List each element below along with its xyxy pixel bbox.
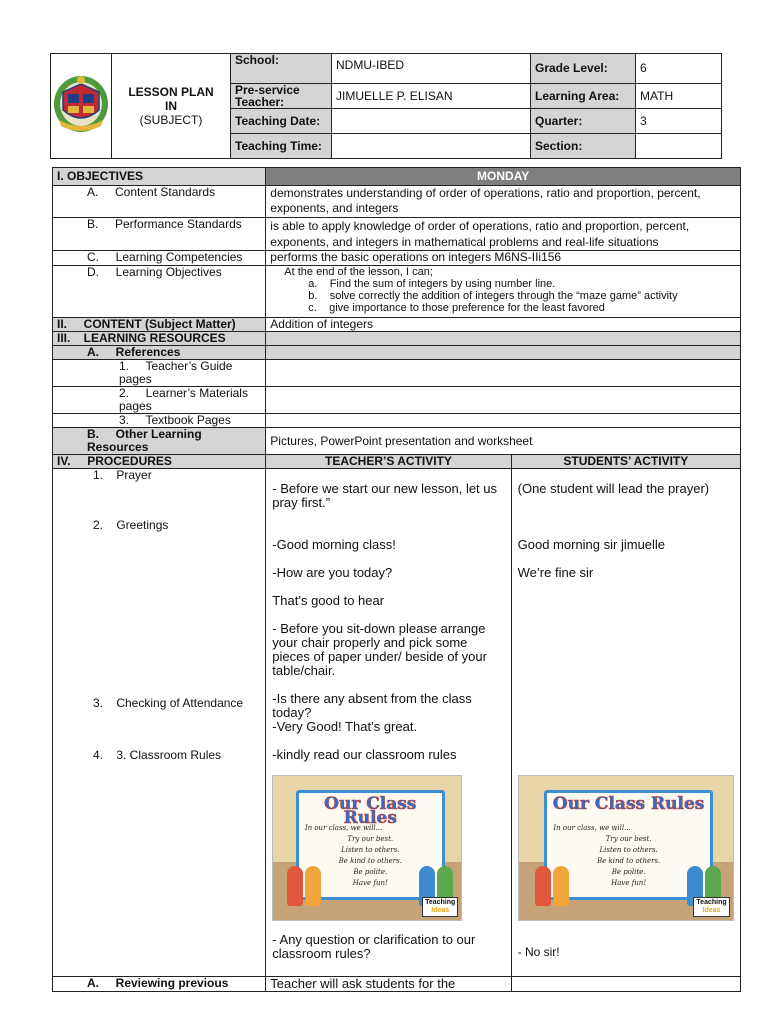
teacher-read-rules: -kindly read our classroom rules xyxy=(272,747,457,762)
textbook-label: 3. Textbook Pages xyxy=(53,414,266,428)
poster-rules xyxy=(547,823,710,889)
teacher-very-good: -Very Good! That’s great. xyxy=(272,719,418,734)
teachers-guide-label: 1. Teacher’s Guide pages xyxy=(53,360,266,387)
step-attendance: 3. Checking of Attendance xyxy=(93,696,244,710)
poster-rule: Be kind to others. xyxy=(338,857,402,866)
objective-item: a. Find the sum of integers by using number line. xyxy=(308,278,556,290)
student-activity-header: STUDENTS’ ACTIVITY xyxy=(511,455,740,469)
teacher-attendance: -Is there any absent from the class today? xyxy=(272,691,472,720)
objectives-heading: I. OBJECTIVES xyxy=(53,168,266,186)
day-heading: MONDAY xyxy=(266,168,741,186)
content-label: II. CONTENT (Subject Matter) xyxy=(53,318,266,332)
area-value: MATH xyxy=(636,84,722,109)
student-prayer: (One student will lead the prayer) xyxy=(517,481,710,496)
references-label: A. References xyxy=(53,346,266,360)
brand-top: Teaching xyxy=(425,899,456,906)
school-label: School: xyxy=(231,54,332,84)
learning-objectives-label: D. Learning Objectives xyxy=(53,266,266,318)
procedures-label: IV. PROCEDURES xyxy=(53,455,266,469)
teacher-label: Pre-service Teacher: xyxy=(231,84,332,109)
poster-rule: Try our best. xyxy=(605,835,652,844)
resources-label: III. LEARNING RESOURCES xyxy=(53,332,266,346)
time-label: Teaching Time: xyxy=(231,134,332,159)
subject-label: (SUBJECT) xyxy=(139,113,203,127)
school-seal-icon xyxy=(51,70,111,140)
poster-title: Our Class Rules xyxy=(552,794,705,815)
poster-title: Our Class Rules xyxy=(324,794,417,829)
date-value xyxy=(332,109,531,134)
poster-rule: Listen to others. xyxy=(341,846,400,855)
student-greeting: Good morning sir jimuelle xyxy=(517,537,666,552)
textbook-value xyxy=(266,414,741,428)
student-figure xyxy=(553,866,569,906)
brand-bottom: Ideas xyxy=(702,907,721,914)
reviewing-student xyxy=(511,977,740,992)
content-standards-label: A. Content Standards xyxy=(53,186,266,218)
class-rules-image xyxy=(518,775,734,921)
student-figure xyxy=(305,866,321,906)
teaching-ideas-logo xyxy=(693,897,729,917)
teacher-arrange-chair: - Before you sit-down please arrange your chair properly and pick some pieces of paper under/ beside of your table/chair. xyxy=(272,621,487,678)
teacher-prayer: - Before we start our new lesson, let us pray first.” xyxy=(272,481,498,510)
grade-value: 6 xyxy=(636,54,722,84)
teacher-greeting: -Good morning class! xyxy=(272,537,396,552)
performance-standards-value: is able to apply knowledge of order of operations, ratio and proportion, percent, exponents, and integers in mathematical problems and real-life situations xyxy=(266,218,741,251)
learning-objectives-value xyxy=(266,266,741,318)
competencies-value: performs the basic operations on integers M6NS-IIi156 xyxy=(266,251,741,266)
area-label: Learning Area: xyxy=(531,84,636,109)
school-logo-cell xyxy=(51,54,112,159)
student-activity-cell xyxy=(511,469,740,977)
objectives-intro: At the end of the lesson, I can; xyxy=(284,266,433,278)
objective-item: b. solve correctly the addition of integers through the “maze game” activity xyxy=(308,290,678,302)
student-figure xyxy=(535,866,551,906)
poster-rule: Try our best. xyxy=(347,835,394,844)
learners-materials-label: 2. Learner’s Materials pages xyxy=(53,387,266,414)
teacher-any-question: - Any question or clarification to our classroom rules? xyxy=(272,932,476,961)
step-greetings: 2. Greetings xyxy=(93,518,169,532)
lesson-plan-label: LESSON PLAN xyxy=(128,85,214,99)
date-label: Teaching Date: xyxy=(231,109,332,134)
content-standards-value: demonstrates understanding of order of operations, ratio and proportion, percent, exponents, and integers xyxy=(266,186,741,218)
student-figure xyxy=(287,866,303,906)
content-value: Addition of integers xyxy=(266,318,741,332)
poster-intro: In our class, we will... xyxy=(553,824,631,833)
poster-intro: In our class, we will... xyxy=(304,824,383,833)
poster-rule: Have fun! xyxy=(611,879,647,888)
student-fine: We’re fine sir xyxy=(517,565,594,580)
references-value xyxy=(266,346,741,360)
teacher-how-are-you: -How are you today? xyxy=(272,565,393,580)
reviewing-label xyxy=(53,977,266,992)
teacher-activity-header: TEACHER’S ACTIVITY xyxy=(266,455,511,469)
resources-value xyxy=(266,332,741,346)
quarter-label: Quarter: xyxy=(531,109,636,134)
grade-label: Grade Level: xyxy=(531,54,636,84)
poster-rule: Be polite. xyxy=(353,868,388,877)
step-classroom-rules: 4. 3. Classroom Rules xyxy=(93,748,222,762)
teaching-ideas-logo xyxy=(422,897,458,917)
learners-materials-value xyxy=(266,387,741,414)
step-prayer: 1. Prayer xyxy=(93,468,152,482)
section-label: Section: xyxy=(531,134,636,159)
school-value: NDMU-IBED xyxy=(332,54,531,84)
brand-bottom: Ideas xyxy=(431,907,450,914)
teachers-guide-value xyxy=(266,360,741,387)
poster-rule: Listen to others. xyxy=(599,846,658,855)
in-label: IN xyxy=(165,99,177,113)
brand-top: Teaching xyxy=(696,899,727,906)
lesson-table xyxy=(52,167,741,992)
competencies-label: C. Learning Competencies xyxy=(53,251,266,266)
other-resources-value: Pictures, PowerPoint presentation and worksheet xyxy=(266,428,741,455)
student-no-sir: - No sir! xyxy=(517,945,560,959)
teacher-value: JIMUELLE P. ELISAN xyxy=(332,84,531,109)
header-table xyxy=(50,53,722,159)
objective-item: c. give importance to those preference for the least favored xyxy=(308,302,605,314)
poster-rule: Be polite. xyxy=(611,868,646,877)
reviewing-label-text: A. Reviewing previous xyxy=(87,976,229,990)
teacher-good-to-hear: That’s good to hear xyxy=(272,593,385,608)
section-value xyxy=(636,134,722,159)
quarter-value: 3 xyxy=(636,109,722,134)
reviewing-teacher: Teacher will ask students for the xyxy=(266,977,511,992)
time-value xyxy=(332,134,531,159)
class-rules-image xyxy=(272,775,462,921)
procedure-steps-cell xyxy=(53,469,266,977)
performance-standards-label: B. Performance Standards xyxy=(53,218,266,251)
poster-rule: Have fun! xyxy=(352,879,388,888)
poster-rule: Be kind to others. xyxy=(596,857,661,866)
lesson-plan-title xyxy=(112,54,231,159)
teacher-activity-cell xyxy=(266,469,511,977)
other-resources-label: B. Other Learning Resources xyxy=(53,428,266,455)
